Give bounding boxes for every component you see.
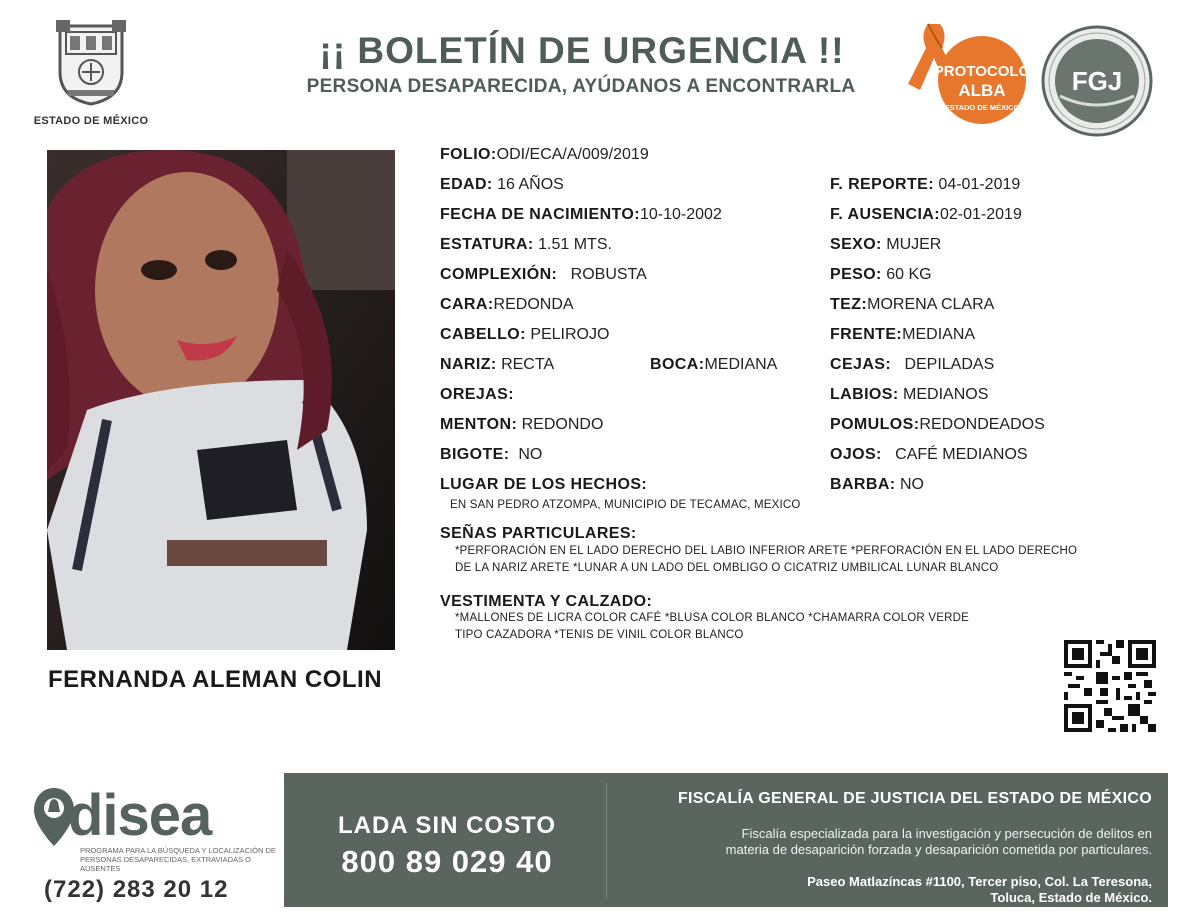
fgj-address — [600, 874, 1152, 906]
bulletin-title: ¡¡ BOLETÍN DE URGENCIA !! — [319, 30, 845, 71]
field-estatura — [440, 236, 612, 254]
field-frente — [830, 326, 975, 344]
state-label: ESTADO DE MÉXICO — [33, 115, 149, 127]
field-label: OJOS: — [830, 446, 882, 463]
field-value: 16 AÑOS — [497, 176, 564, 193]
field-label: F. REPORTE: — [830, 176, 934, 193]
fgj-address-line1: Paseo Matlazíncas #1100, Tercer piso, Col. La Teresona, — [807, 874, 1152, 889]
field-label: LABIOS: — [830, 386, 899, 403]
odisea-phone[interactable]: (722) 283 20 12 — [44, 876, 229, 903]
field-value: REDONDEADOS — [919, 416, 1045, 433]
field-value: MEDIANA — [902, 326, 976, 343]
field-label: CEJAS: — [830, 356, 892, 373]
field-value: 04-01-2019 — [938, 176, 1021, 193]
field-label: POMULOS: — [830, 416, 920, 433]
field-labios — [830, 386, 988, 404]
bulletin-subtitle: PERSONA DESAPARECIDA, AYÚDANOS A ENCONTRARLA — [306, 76, 856, 97]
field-value: ROBUSTA — [570, 266, 647, 283]
edomex-shield-icon — [54, 18, 128, 106]
protocolo-alba-logo — [898, 18, 1030, 133]
field-value: REDONDO — [521, 416, 604, 433]
odisea-word: disea — [68, 783, 212, 848]
person-name: FERNANDA ALEMAN COLIN — [48, 666, 383, 693]
field-value: PELIROJO — [530, 326, 610, 343]
vestimenta-label: VESTIMENTA Y CALZADO: — [440, 593, 653, 610]
fgj-letters: FGJ — [1071, 66, 1123, 96]
field-value: MORENA CLARA — [867, 296, 995, 313]
field-cabello — [440, 326, 609, 344]
field-pomulos — [830, 416, 1045, 434]
field-label: TEZ: — [830, 296, 868, 313]
field-label: FECHA DE NACIMIENTO: — [440, 206, 640, 223]
lada-label: LADA SIN COSTO — [337, 812, 556, 839]
field-barba — [830, 476, 924, 494]
field-peso — [830, 266, 932, 284]
alba-line2: ALBA — [958, 81, 1006, 100]
odisea-description: PROGRAMA PARA LA BÚSQUEDA Y LOCALIZACIÓN DE PERSONAS DESAPARECIDAS, EXTRAVIADAS O AUSENTES — [80, 846, 276, 873]
field-label: ESTATURA: — [440, 236, 534, 253]
field-orejas — [440, 386, 514, 404]
field-reporte — [830, 176, 1020, 194]
lugar-value: EN SAN PEDRO ATZOMPA, MUNICIPIO DE TECAMAC, MEXICO — [450, 499, 801, 511]
field-menton — [440, 416, 603, 434]
field-value: MUJER — [886, 236, 942, 253]
field-label: LUGAR DE LOS HECHOS: — [440, 476, 648, 493]
field-nacimiento — [440, 206, 722, 224]
alba-line1: PROTOCOLO — [933, 63, 1030, 80]
field-value: CAFÉ MEDIANOS — [895, 446, 1028, 463]
field-value: 10-10-2002 — [640, 206, 722, 223]
field-value: RECTA — [501, 356, 555, 373]
field-label: OREJAS: — [440, 386, 514, 403]
edomex-logo — [28, 18, 154, 127]
odisea-logo — [32, 782, 276, 910]
field-ojos — [830, 446, 1028, 464]
lada-phone-number[interactable]: 800 89 029 40 — [341, 844, 553, 879]
vestimenta-line2: TIPO CAZADORA *TENIS DE VINIL COLOR BLANCO — [455, 629, 744, 641]
field-sexo — [830, 236, 941, 254]
field-value: 1.51 MTS. — [538, 236, 612, 253]
field-label: COMPLEXIÓN: — [440, 266, 558, 283]
field-label: EDAD: — [440, 176, 493, 193]
fgj-description — [600, 826, 1152, 858]
field-value: NO — [518, 446, 543, 463]
field-label: SEXO: — [830, 236, 882, 253]
field-label: F. AUSENCIA: — [830, 206, 940, 223]
senas-label: SEÑAS PARTICULARES: — [440, 525, 637, 542]
field-label: PESO: — [830, 266, 882, 283]
alba-line3: ESTADO DE MÉXICO — [944, 103, 1020, 112]
field-boca — [650, 356, 777, 374]
field-label: FOLIO: — [440, 146, 497, 163]
field-value: MEDIANOS — [903, 386, 989, 403]
fgj-address-line2: Toluca, Estado de México. — [990, 890, 1152, 905]
fgj-seal-icon — [1040, 24, 1154, 138]
fgj-desc-line1: Fiscalía especializada para la investigación y persecución de delitos en — [741, 826, 1152, 841]
field-label: NARIZ: — [440, 356, 497, 373]
field-value: ODI/ECA/A/009/2019 — [496, 146, 649, 163]
field-complexion — [440, 266, 647, 284]
fgj-title: FISCALÍA GENERAL DE JUSTICIA DEL ESTADO DE MÉXICO — [677, 790, 1152, 807]
field-label: CARA: — [440, 296, 494, 313]
field-value: REDONDA — [493, 296, 574, 313]
missing-person-photo — [47, 150, 395, 650]
field-value: 02-01-2019 — [940, 206, 1022, 223]
field-value: 60 KG — [886, 266, 932, 283]
field-nariz — [440, 356, 554, 374]
field-cara — [440, 296, 574, 314]
field-label: BARBA: — [830, 476, 896, 493]
field-value: MEDIANA — [704, 356, 778, 373]
field-edad — [440, 176, 564, 194]
field-folio — [440, 146, 649, 164]
field-lugar — [440, 476, 647, 494]
field-cejas — [830, 356, 994, 374]
field-value: DEPILADAS — [904, 356, 995, 373]
fgj-desc-line2: materia de desaparición forzada y desaparición cometida por particulares. — [725, 842, 1152, 857]
field-label: CABELLO: — [440, 326, 526, 343]
field-label: BOCA: — [650, 356, 705, 373]
qr-code-icon[interactable] — [1064, 640, 1156, 732]
field-label: BIGOTE: — [440, 446, 510, 463]
field-value: NO — [899, 476, 924, 493]
field-ausencia — [830, 206, 1022, 224]
vestimenta-line1: *MALLONES DE LICRA COLOR CAFÉ *BLUSA COLOR BLANCO *CHAMARRA COLOR VERDE — [455, 612, 969, 624]
field-label: MENTON: — [440, 416, 518, 433]
field-label: FRENTE: — [830, 326, 903, 343]
senas-line2: DE LA NARIZ ARETE *LUNAR A UN LADO DEL OMBLIGO O CICATRIZ UMBILICAL LUNAR BLANCO — [455, 562, 999, 574]
field-tez — [830, 296, 994, 314]
senas-line1: *PERFORACIÓN EN EL LADO DERECHO DEL LABIO INFERIOR ARETE *PERFORACIÓN EN EL LADO DERECHO — [455, 545, 1078, 557]
field-bigote — [440, 446, 542, 464]
